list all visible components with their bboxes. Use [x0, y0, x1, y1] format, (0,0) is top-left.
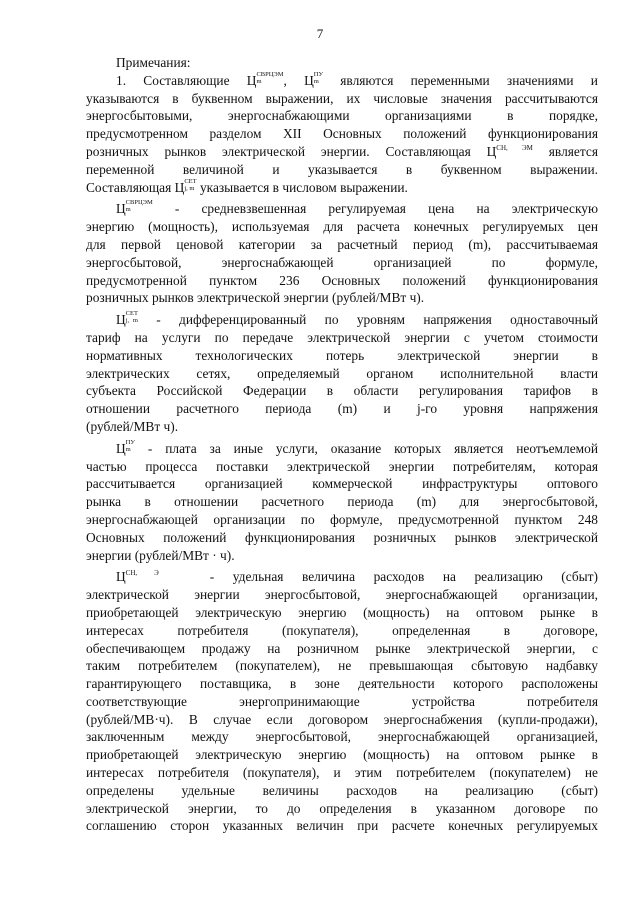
definition-line: $Ц^{СН, Э}$ - удельная величина расходов на реализацию (сбыт): [116, 569, 598, 585]
definition-line: тариф на услуги по передаче электрической энергии с учетом стоимости: [86, 329, 598, 345]
symbol-svrcem: Ц СВРЦЭМ m: [246, 71, 284, 88]
definition-line: электрической энергии, то до определения в указанном договоре по: [86, 800, 598, 816]
definition-line: определены удельные величины расходов на реализацию (сбыт): [86, 782, 598, 798]
definition-line: интересах потребителя (покупателя), и этим потребителем (покупателем) не: [86, 765, 598, 781]
definition-line: розничных рынков электрической энергии (рублей/МВт ч).: [86, 290, 425, 306]
definition-line: субъекта Российской Федерации в области регулирования тарифов в: [86, 383, 598, 399]
definition-line: таким потребителем (покупателем), не превышающая сбытовую надбавку: [86, 658, 598, 674]
note-1-line: переменной величиной и указывается в буквенном выражении.: [86, 161, 598, 177]
definition-line: приобретающей электрическую энергию (мощность) на оптовом рынке в: [86, 604, 598, 620]
note-1-line: энергосбытовыми, энергоснабжающими организациями в порядке,: [86, 108, 598, 124]
definition-sn: [86, 568, 598, 835]
definition-line: частью процесса поставки электрической энергии потребителям, которая: [86, 458, 598, 474]
definition-line: приобретающей электрическую энергию (мощность) на оптовом рынке в: [86, 747, 598, 763]
definition-line: для первой ценовой категории за расчетный период (m), рассчитываемая: [86, 236, 598, 252]
definition-line: рынка в отношении расчетного периода (m) для энергосбытовой,: [86, 494, 598, 510]
definition-line: энергоснабжающей организации по формуле, предусмотренной пунктом 248: [86, 511, 598, 527]
definition-line: энергосбытовой, энергоснабжающей организацией по формуле,: [86, 254, 598, 270]
note-1-line: розничных рынков электрической энергии. Составляющая $Ц^{СН, ЭМ}$ является: [86, 143, 598, 159]
note-1-line: указываются в буквенном выражении, их числовые значения рассчитываются: [86, 90, 598, 106]
document-body: [86, 54, 598, 835]
symbol-pu: Ц ПУ m: [116, 439, 135, 456]
definition-pu: [86, 440, 598, 565]
note-1-line: 1. Составляющие Ц СВРЦЭМ m , Ц ПУ m являются переменными значениями и: [116, 71, 598, 88]
definition-line: Основных положений функционирования розничных рынков электрической: [86, 529, 598, 545]
symbol-set: Ц СЕТ j, m: [116, 311, 138, 328]
definition-line: обеспечивающем продажу на розничном рынке электрической энергии, с: [86, 640, 598, 656]
definition-line: энергии (рублей/МВт · ч).: [86, 547, 235, 563]
note-1-line: Составляющая Ц СЕТ j, m указывается в числовом выражении.: [86, 178, 408, 195]
definition-line: Ц СЕТ j, m - дифференцированный по уровням напряжения одноставочный: [116, 311, 598, 328]
symbol-set: Ц СЕТ j, m: [174, 178, 197, 195]
definition-line: электрической энергии энергосбытовой, энергоснабжающей организации,: [86, 587, 598, 603]
note-1-line: предусмотренном разделом XII Основных положений функционирования: [86, 126, 598, 142]
symbol-svrcem: Ц СВРЦЭМ m: [116, 200, 153, 217]
definition-line: энергию (мощность), используемая для расчета конечных регулируемых цен: [86, 219, 598, 235]
definition-line: заключенным между энергосбытовой, энергоснабжающей организацией,: [86, 729, 598, 745]
definition-line: (рублей/МВ·ч). В случае если договором энергоснабжения (купли-продажи),: [86, 711, 598, 727]
definition-line: Ц СВРЦЭМ m - средневзвешенная регулируемая цена на электрическую: [116, 200, 598, 217]
notes-heading: Примечания:: [116, 55, 191, 70]
note-1: [86, 72, 598, 197]
definition-line: соответствующие энергопринимающие устройства потребителя: [86, 693, 598, 709]
definition-line: (рублей/МВт ч).: [86, 418, 179, 434]
symbol-pu: Ц ПУ m: [304, 71, 324, 88]
definition-line: Ц ПУ m - плата за иные услуги, оказание которых является неотъемлемой: [116, 439, 598, 456]
definition-line: предусмотренной пунктом 236 Основных положений функционирования: [86, 272, 598, 288]
symbol-sn-em: $Ц^{СН, ЭМ}$: [486, 143, 533, 159]
definition-line: соглашению сторон указанных величин при расчете конечных регулируемых: [86, 818, 598, 834]
definition-svrcem: [86, 200, 598, 307]
definition-set: [86, 311, 598, 436]
definition-line: нормативных технологических потерь электрической энергии в: [86, 347, 598, 363]
page-number: 7: [316, 26, 324, 41]
definition-line: интересах потребителя (покупателя), определенная в договоре,: [86, 622, 598, 638]
symbol-sn-e: $Ц^{СН, Э}$: [116, 569, 159, 585]
definition-line: рассчитывается организацией коммерческой инфраструктуры оптового: [86, 476, 598, 492]
definition-line: гарантирующего поставщика, в зоне деятельности которого расположены: [86, 676, 598, 692]
definition-line: отношении расчетного периода (m) и j-го уровня напряжения: [86, 401, 598, 417]
definition-line: электрических сетях, определяемый органом исполнительной власти: [86, 365, 598, 381]
